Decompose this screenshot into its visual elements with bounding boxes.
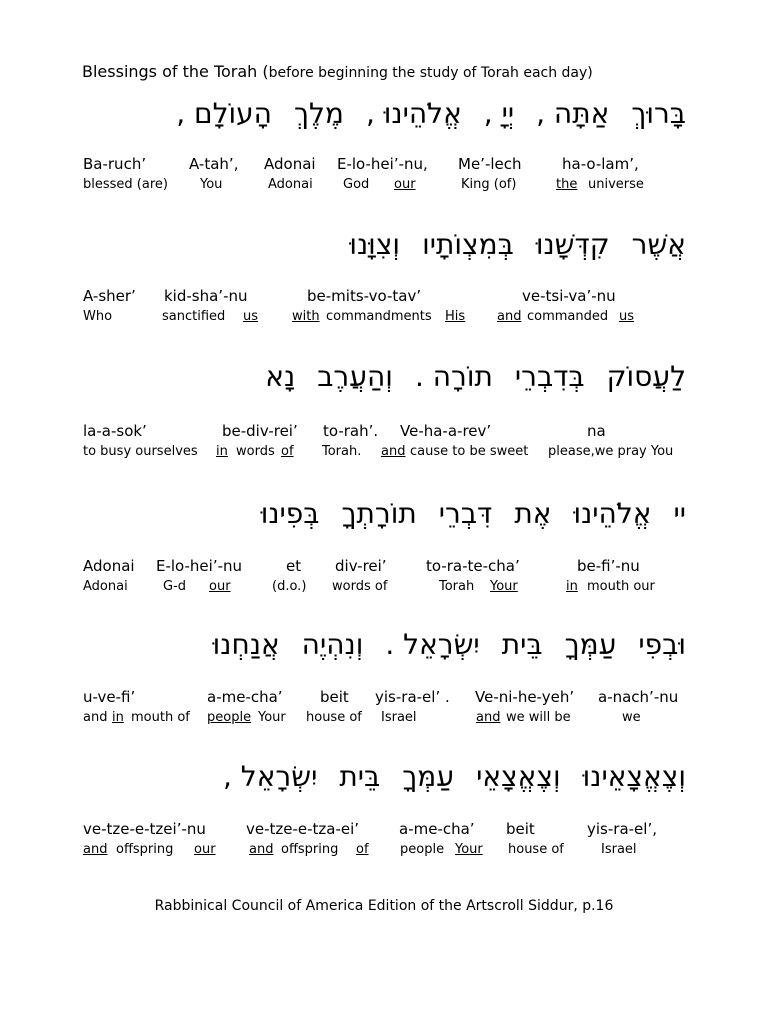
- hebrew-word: אַתָּה ,: [536, 97, 610, 130]
- english-word: house of: [508, 842, 564, 857]
- translit-word: ve-tze-e-tza-ei’: [246, 820, 360, 838]
- english-word: Who: [83, 309, 113, 324]
- hebrew-word: לַעֲסוֹק: [606, 360, 686, 393]
- translit-word: Adonai: [264, 155, 316, 173]
- english-word: Your: [455, 842, 483, 857]
- translit-word: Adonai: [83, 557, 135, 575]
- english-word: to busy ourselves: [83, 444, 198, 459]
- translit-word: Ve-ni-he-yeh’: [475, 688, 575, 706]
- transliteration-line-5: [0, 688, 768, 710]
- translit-word: A-tah’,: [189, 155, 239, 173]
- english-line-4: [0, 579, 768, 601]
- english-word: offspring: [281, 842, 339, 857]
- english-word: and: [83, 710, 108, 725]
- english-word: of: [281, 444, 294, 459]
- english-word: and: [83, 842, 108, 857]
- transliteration-line-4: [0, 557, 768, 579]
- english-word: You: [200, 177, 223, 192]
- title-subtitle: before beginning the study of Torah each day): [268, 65, 593, 81]
- english-word: we: [622, 710, 641, 725]
- hebrew-word: הָעוֹלָם ,: [176, 97, 272, 130]
- hebrew-word: תוֹרָה .: [414, 360, 493, 393]
- translit-word: to-rah’.: [323, 422, 379, 440]
- source-citation: Rabbinical Council of America Edition of the Artscroll Siddur, p.16: [154, 898, 614, 914]
- english-word: words of: [332, 579, 388, 594]
- english-word: G-d: [163, 579, 187, 594]
- translit-word: ve-tze-e-tzei’-nu: [83, 820, 206, 838]
- english-word: with: [292, 309, 320, 324]
- english-word: universe: [588, 177, 644, 192]
- english-word: please,we pray You: [548, 444, 674, 459]
- english-word: blessed (are): [83, 177, 168, 192]
- hebrew-word: יִשְׂרָאֵל ,: [223, 760, 318, 793]
- hebrew-word: אֶת: [514, 497, 552, 530]
- hebrew-line-5: [213, 628, 686, 661]
- translit-word: na: [587, 422, 606, 440]
- hebrew-word: תוֹרָתְךָ: [341, 497, 417, 530]
- english-word: our: [394, 177, 416, 192]
- hebrew-word: קִדְּשָׁנוּ: [535, 228, 610, 261]
- translit-word: Me’-lech: [458, 155, 522, 173]
- english-word: Israel: [381, 710, 417, 725]
- page-title: [82, 62, 593, 81]
- translit-word: be-fi’-nu: [577, 557, 640, 575]
- hebrew-word: וְהַעֲרֶב: [317, 360, 393, 393]
- english-word: people: [400, 842, 445, 857]
- translit-word: beit: [506, 820, 535, 838]
- translit-word: Ve-ha-a-rev’: [400, 422, 492, 440]
- english-word: of: [356, 842, 369, 857]
- hebrew-word: בְּדִבְרֵי: [514, 360, 585, 393]
- english-word: and: [249, 842, 274, 857]
- hebrew-word: יי: [673, 497, 686, 530]
- hebrew-line-6: [223, 760, 686, 793]
- hebrew-word: בְּפִינוּ: [260, 497, 320, 530]
- english-word: Adonai: [83, 579, 128, 594]
- english-word: us: [619, 309, 635, 324]
- translit-word: beit: [320, 688, 349, 706]
- hebrew-word: מֶלֶךְ: [293, 97, 344, 130]
- title-main: Blessings of the Torah (: [82, 62, 269, 81]
- hebrew-word: בֵּית: [501, 628, 543, 661]
- hebrew-word: דִּבְרֵי: [438, 497, 493, 530]
- translit-word: kid-sha’-nu: [164, 287, 248, 305]
- english-line-2: [0, 309, 768, 331]
- english-word: Torah.: [322, 444, 362, 459]
- translit-word: la-a-sok’: [83, 422, 147, 440]
- translit-word: E-lo-hei’-nu: [156, 557, 243, 575]
- transliteration-line-6: [0, 820, 768, 842]
- english-line-1: [0, 177, 768, 199]
- english-word: and: [381, 444, 406, 459]
- hebrew-word: בָּרוּךְ: [631, 97, 686, 130]
- english-word: in: [216, 444, 228, 459]
- english-word: commanded: [527, 309, 609, 324]
- hebrew-word: וְצֶאֱצָאֵינוּ: [582, 760, 686, 793]
- hebrew-word: עַמְּךָ: [402, 760, 455, 793]
- english-word: Adonai: [268, 177, 313, 192]
- english-word: the: [556, 177, 578, 192]
- hebrew-word: בֵּית: [339, 760, 381, 793]
- translit-word: div-rei’: [335, 557, 387, 575]
- english-word: Your: [258, 710, 286, 725]
- hebrew-line-4: [261, 497, 686, 530]
- hebrew-line-3: [265, 360, 686, 393]
- hebrew-word: נָא: [265, 360, 296, 393]
- hebrew-word: בְּמִצְוֹתָיו: [422, 228, 514, 261]
- hebrew-word: וּבְפִי: [638, 628, 686, 661]
- translit-word: yis-ra-el’,: [587, 820, 657, 838]
- transliteration-line-1: [0, 155, 768, 177]
- hebrew-line-2: [349, 228, 686, 261]
- translit-word: et: [286, 557, 302, 575]
- english-word: we will be: [506, 710, 571, 725]
- english-word: our: [209, 579, 231, 594]
- english-word: God: [343, 177, 370, 192]
- english-word: words: [236, 444, 275, 459]
- translit-word: a-nach’-nu: [598, 688, 679, 706]
- hebrew-word: יְיָ ,: [483, 97, 515, 130]
- hebrew-line-1: [176, 97, 686, 130]
- hebrew-word: עַמְּךָ: [564, 628, 617, 661]
- english-word: (d.o.): [272, 579, 307, 594]
- english-word: commandments: [326, 309, 432, 324]
- english-word: in: [112, 710, 124, 725]
- english-word: and: [476, 710, 501, 725]
- english-word: His: [445, 309, 466, 324]
- english-word: Your: [490, 579, 518, 594]
- translit-word: a-me-cha’: [207, 688, 283, 706]
- transliteration-line-3: [0, 422, 768, 444]
- english-word: house of: [306, 710, 362, 725]
- translit-word: be-mits-vo-tav’: [307, 287, 422, 305]
- english-word: Israel: [601, 842, 637, 857]
- english-word: mouth our: [587, 579, 655, 594]
- translit-word: u-ve-fi’: [83, 688, 136, 706]
- translit-word: Ba-ruch’: [83, 155, 147, 173]
- english-line-5: [0, 710, 768, 732]
- english-word: offspring: [116, 842, 174, 857]
- english-line-3: [0, 444, 768, 466]
- english-word: sanctified: [162, 309, 226, 324]
- translit-word: E-lo-hei’-nu,: [337, 155, 428, 173]
- english-word: people: [207, 710, 252, 725]
- hebrew-word: וְצֶאֱצָאֵי: [476, 760, 561, 793]
- hebrew-word: וְצִוָּנוּ: [349, 228, 401, 261]
- english-word: our: [194, 842, 216, 857]
- english-word: Torah: [439, 579, 475, 594]
- translit-word: A-sher’: [83, 287, 136, 305]
- hebrew-word: יִשְׂרָאֵל .: [385, 628, 480, 661]
- hebrew-word: אֲנַחְנוּ: [212, 628, 280, 661]
- translit-word: yis-ra-el’ .: [375, 688, 450, 706]
- translit-word: to-ra-te-cha’: [426, 557, 520, 575]
- translit-word: ha-o-lam’,: [562, 155, 639, 173]
- translit-word: be-div-rei’: [222, 422, 298, 440]
- translit-word: ve-tsi-va’-nu: [522, 287, 616, 305]
- hebrew-word: אֲשֶׁר: [631, 228, 686, 261]
- english-word: mouth of: [131, 710, 190, 725]
- transliteration-line-2: [0, 287, 768, 309]
- english-line-6: [0, 842, 768, 864]
- english-word: cause to be sweet: [410, 444, 529, 459]
- hebrew-word: וְנִהְיֶה: [301, 628, 364, 661]
- hebrew-word: אֱלֹהֵינוּ ,: [365, 97, 462, 130]
- translit-word: a-me-cha’: [399, 820, 475, 838]
- english-word: and: [497, 309, 522, 324]
- english-word: us: [243, 309, 259, 324]
- hebrew-word: אֱלֹהֵינוּ: [573, 497, 652, 530]
- english-word: King (of): [461, 177, 517, 192]
- english-word: in: [566, 579, 578, 594]
